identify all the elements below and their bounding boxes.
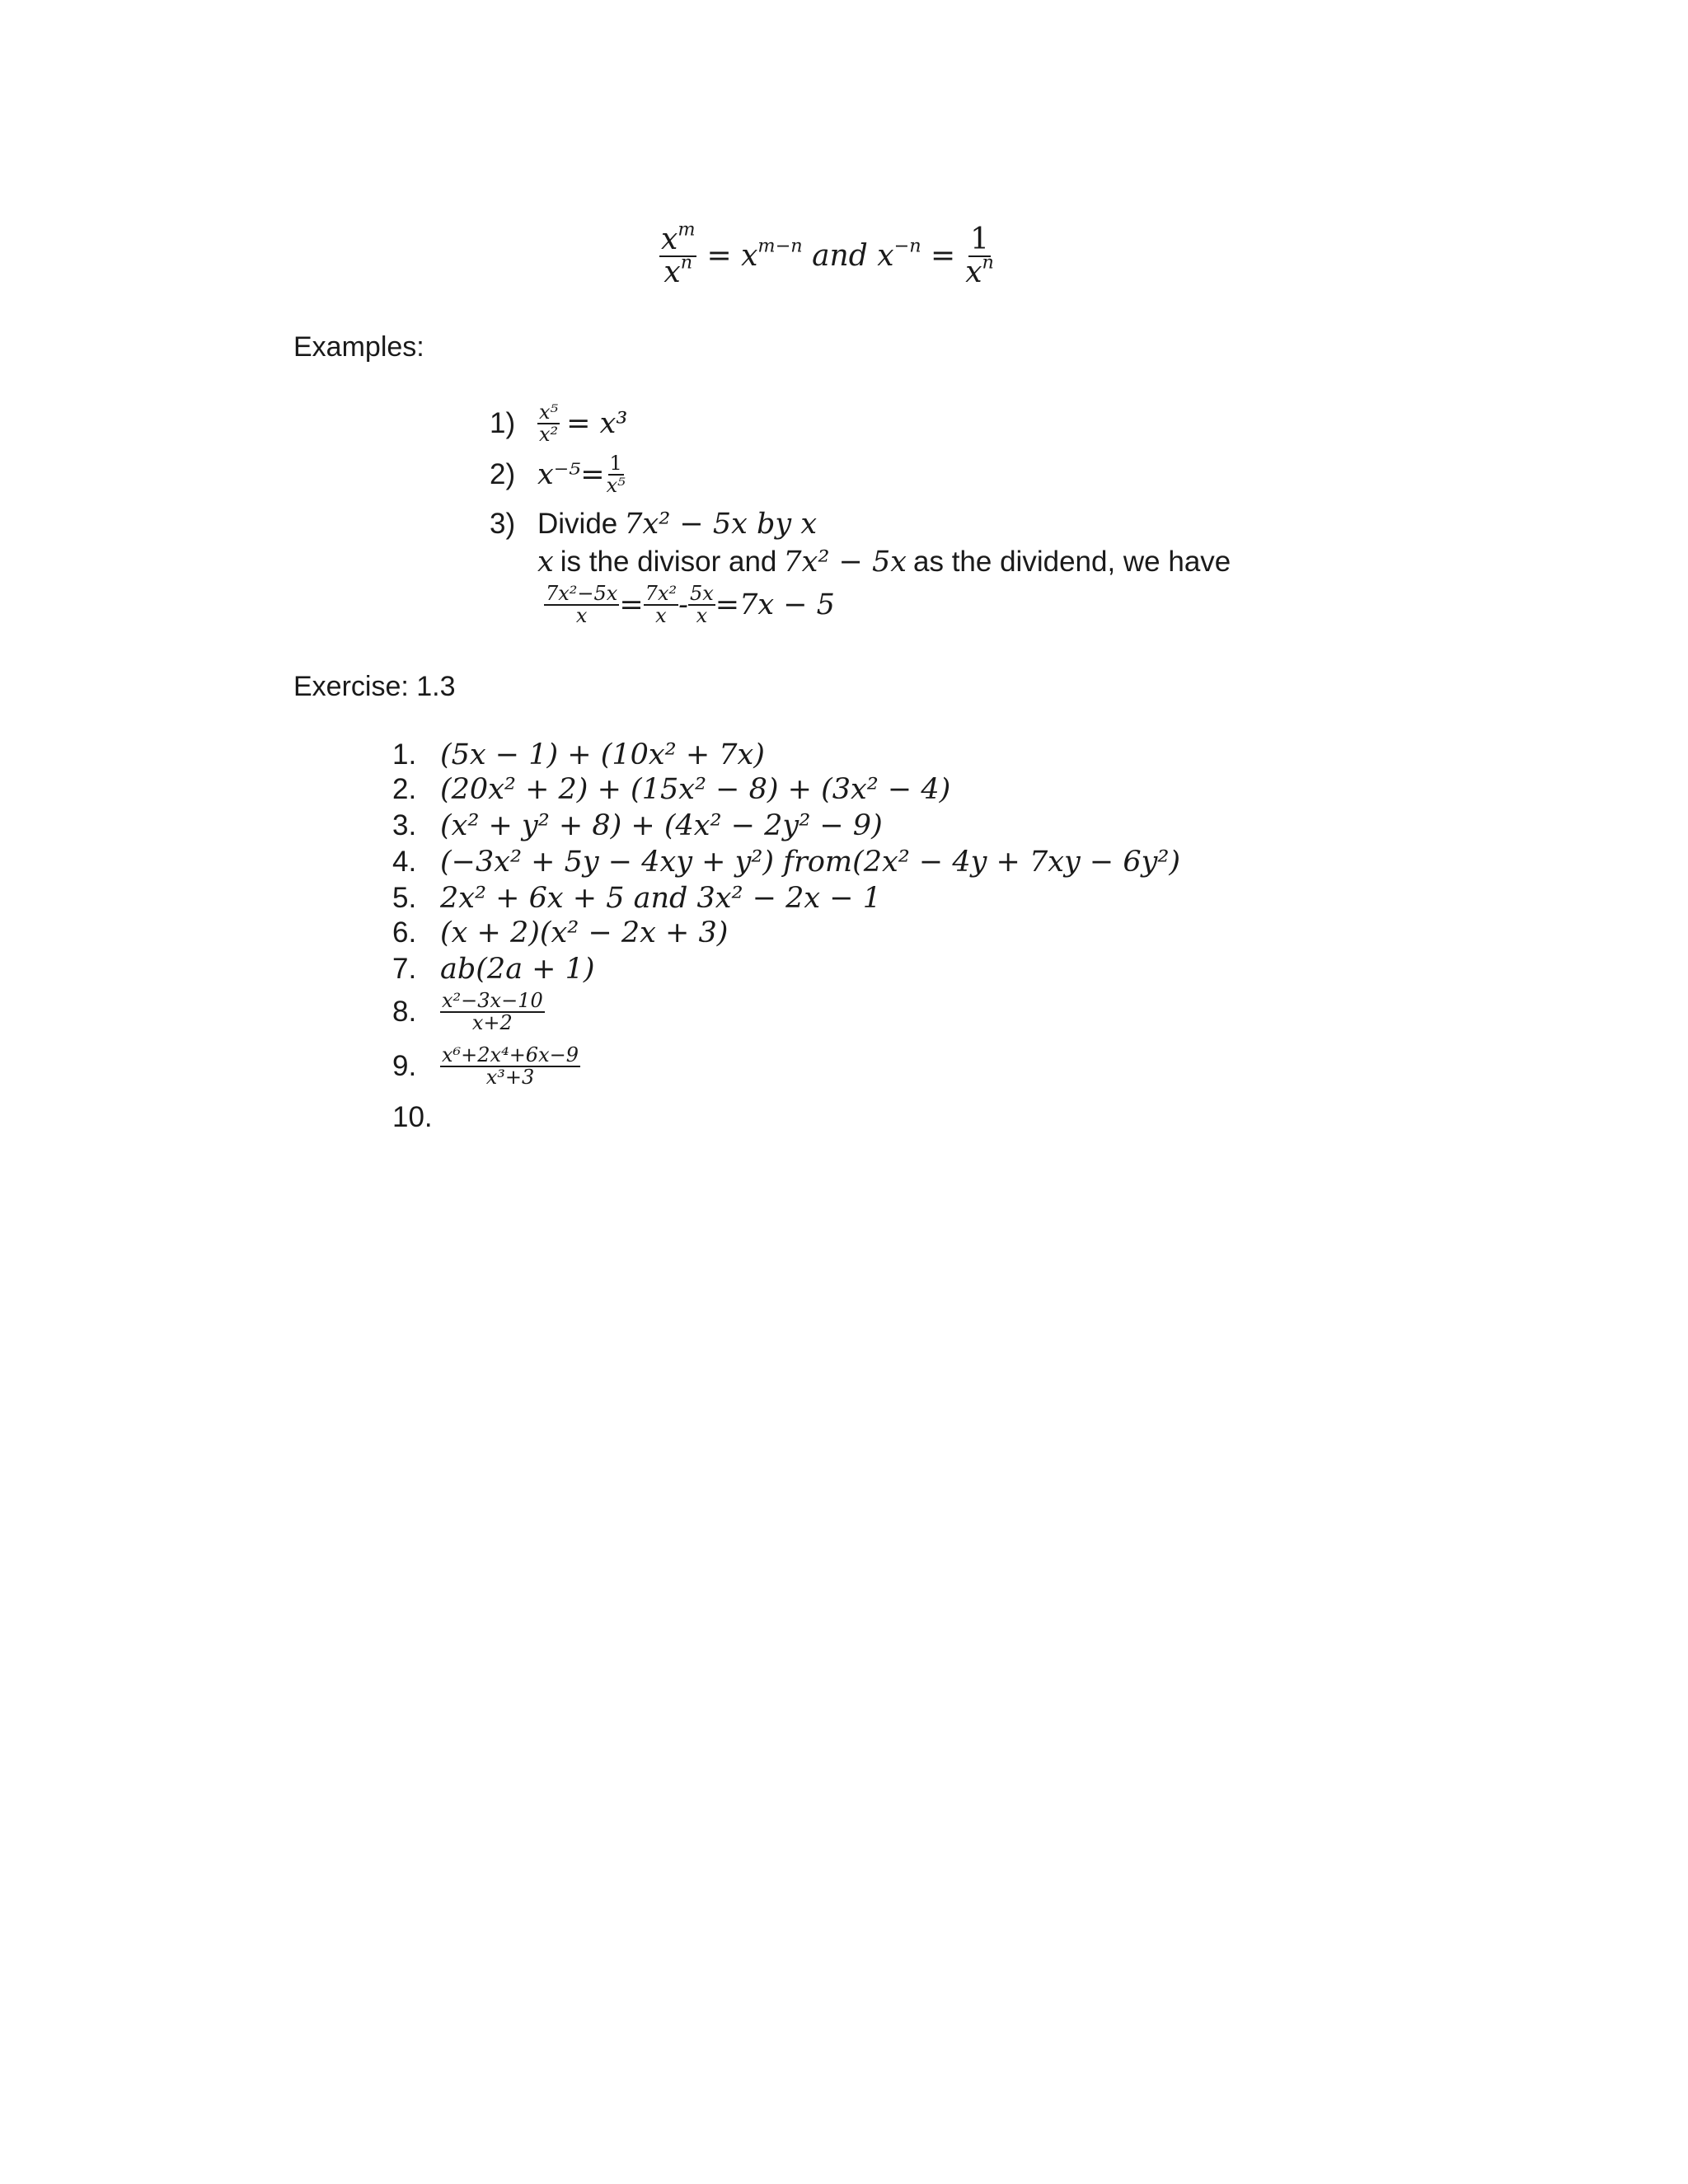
exercise-number: 10. [392,1101,433,1133]
example-1-fraction [537,402,560,445]
exercise-expression: ab(2a + 1) [440,953,595,986]
fraction-denominator: x [696,604,708,628]
minus-sign: - [678,588,688,622]
exercise-item-10 [392,1101,440,1134]
fraction-denominator: x+2 [471,1011,513,1035]
fraction-numerator: 7x² [645,582,678,605]
example-2-numerator: 1 [609,452,622,475]
fraction-numerator: 5x [689,582,714,605]
example-number: 3) [490,508,516,540]
exercise-item-5 [392,882,881,915]
example-1 [490,402,627,445]
formula-middle: = $x^{m-n}$ and $x^{-n}$ = [706,235,956,274]
exercise-expression: (−3x² + 5y − 4xy + y²) from(2x² − 4y + 7xy − 6y²) [440,846,1181,879]
exercise-expression: (5x − 1) + (10x² + 7x) [440,738,765,771]
fraction-numerator: x⁶+2x⁴+6x−9 [442,1043,579,1066]
example-3-fraction-3 [688,583,715,626]
example-3-working [544,583,835,626]
example-3-result: =7x − 5 [715,588,835,622]
example-3-dividend: 7x² − 5x [783,546,907,579]
formula-lhs-fraction [659,218,696,289]
examples-heading: Examples: [293,331,424,363]
fraction-numerator: x²−3x−10 [442,989,543,1012]
exercise-expression: (x + 2)(x² − 2x + 3) [440,916,729,949]
example-1-denominator: x² [539,423,559,447]
exercise-item-4 [392,846,1180,879]
fraction-denominator: x³+3 [485,1066,535,1090]
example-2-lead: x⁻⁵= [537,458,605,492]
example-1-result: = x³ [566,407,628,441]
exercise-number: 5. [392,882,417,914]
exercise-expression: (x² + y² + 8) + (4x² − 2y² − 9) [440,809,883,842]
formula-lhs-numerator: $x^m$ [661,218,696,256]
formula-rhs-numerator: 1 [970,223,990,256]
example-3-fraction-1 [544,583,619,626]
example-number: 2) [490,458,516,491]
exercise-number: 9. [392,1050,417,1083]
formula-rhs-denominator: $x^n$ [965,251,994,289]
exercise-number: 4. [392,846,417,878]
formula-rhs-fraction [964,224,996,288]
example-3-explanation [537,546,1231,579]
exponent-rule-formula [659,218,996,289]
example-2-denominator: x⁵ [606,474,626,498]
example-3-divisor: x [537,546,554,579]
example-3-divide-expression: 7x² − 5x by x [624,508,818,541]
example-3-text-a: is the divisor and [560,546,777,578]
example-1-numerator: x⁵ [539,401,559,424]
exercise-number: 8. [392,996,417,1029]
exercise-item-2 [392,773,950,806]
exercise-item-3 [392,809,883,842]
example-2-fraction [605,453,627,496]
exercise-fraction [440,1045,580,1088]
exercise-expression: 2x² + 6x + 5 and 3x² − 2x − 1 [440,882,881,915]
exercise-number: 7. [392,953,417,985]
exercise-item-8 [392,991,545,1033]
exercise-number: 3. [392,809,417,841]
exercise-item-6 [392,916,728,949]
equals-sign: = [619,588,644,622]
formula-lhs-denominator: $x^n$ [663,251,693,289]
fraction-denominator: x [655,604,667,628]
example-2 [490,453,627,496]
exercise-item-1 [392,738,765,771]
exercise-item-9 [392,1045,580,1088]
exercise-number: 1. [392,738,417,771]
exercise-item-7 [392,953,595,986]
exercise-expression: (20x² + 2) + (15x² − 8) + (3x² − 4) [440,773,951,806]
fraction-numerator: 7x²−5x [546,582,618,605]
example-3-fraction-2 [644,583,678,626]
fraction-denominator: x [575,604,588,628]
example-3-divide-label: Divide [537,508,618,540]
example-3-text-b: as the dividend, we have [913,546,1231,578]
exercise-heading: Exercise: 1.3 [293,671,456,702]
exercise-number: 2. [392,773,417,805]
exercise-fraction [440,991,545,1033]
example-number: 1) [490,407,516,440]
exercise-number: 6. [392,916,417,949]
example-3 [490,508,817,541]
